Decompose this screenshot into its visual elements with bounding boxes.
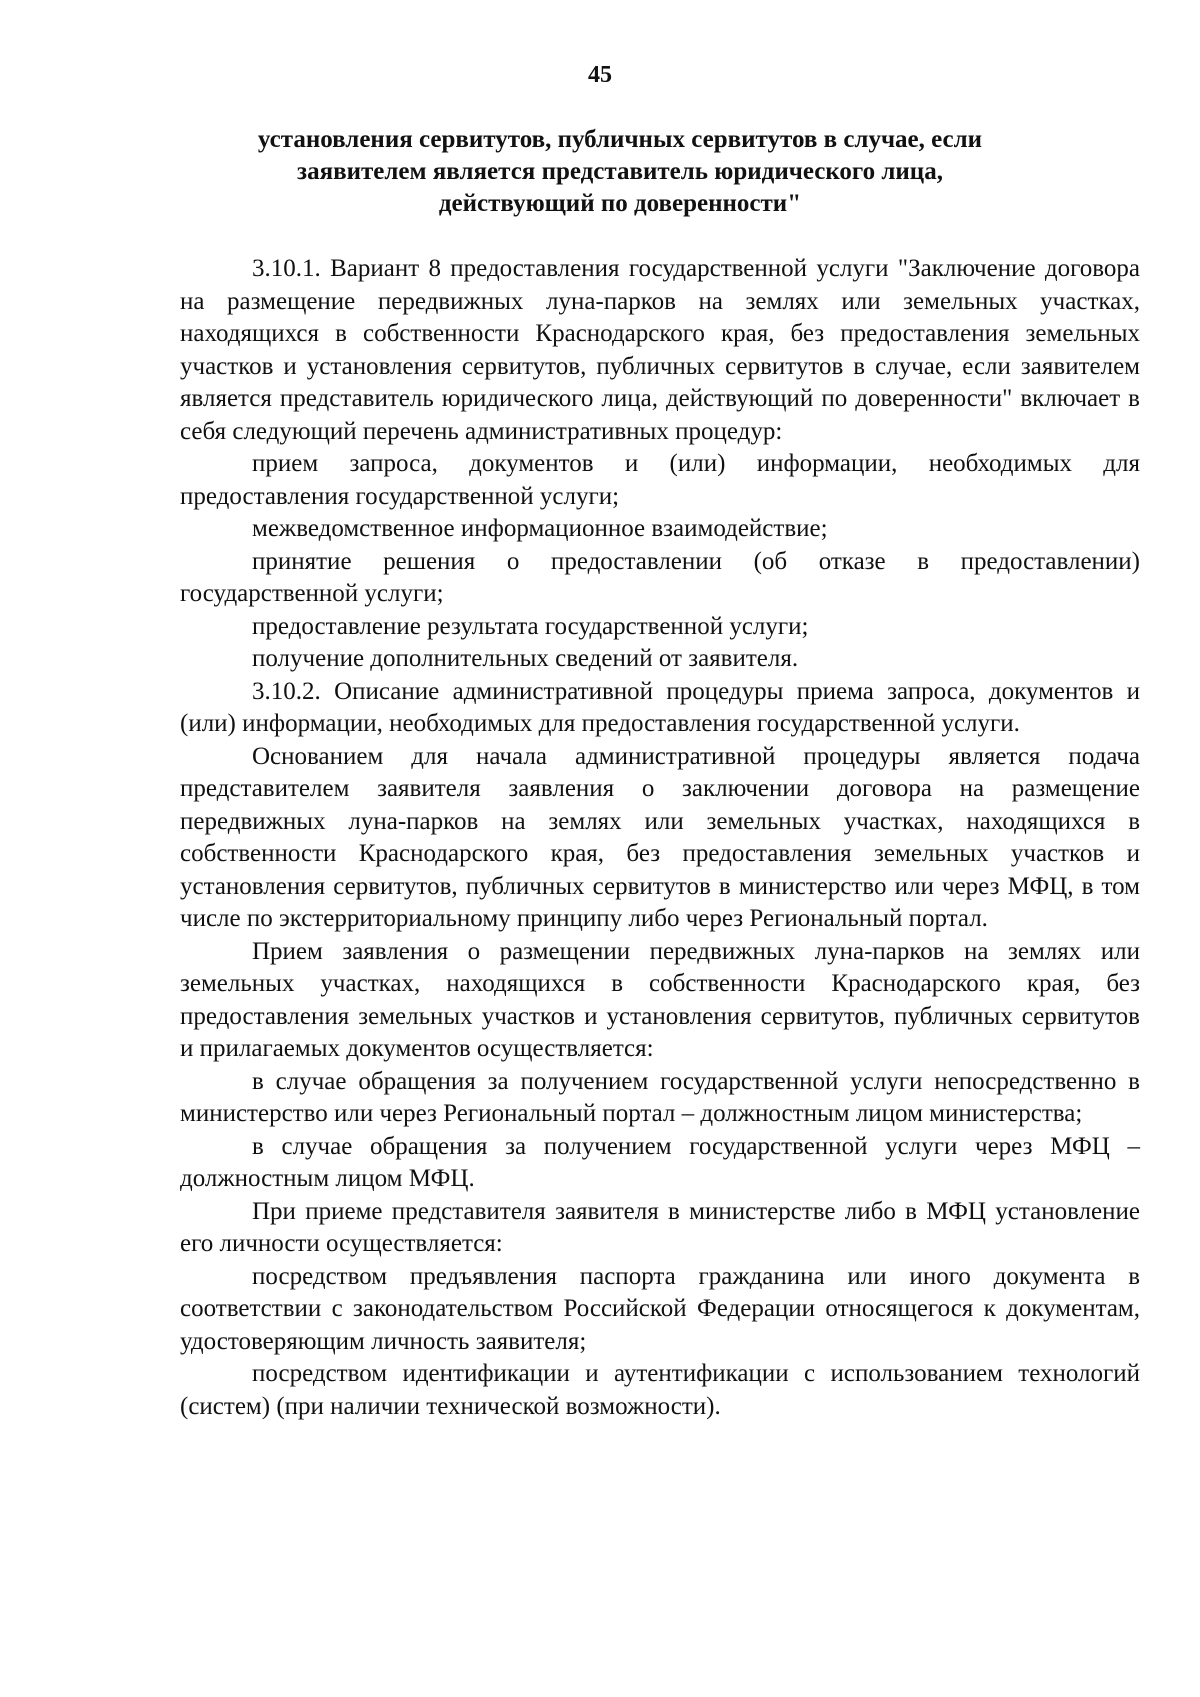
heading-line-1: установления сервитутов, публичных сервитутов в случае, если xyxy=(257,126,983,153)
heading-line-3: действующий по доверенности" xyxy=(438,190,802,217)
paragraph: При приеме представителя заявителя в министерстве либо в МФЦ установление его личности осуществляется: xyxy=(180,1197,1140,1257)
paragraph: посредством предъявления паспорта гражданина или иного документа в соответствии с законодательством Российской Федерации относящегося к документам, удостоверяющим личность заявителя; xyxy=(180,1262,1140,1355)
heading-line-2: заявителем является представитель юридического лица, xyxy=(297,158,943,185)
page-number: 45 xyxy=(588,62,612,88)
paragraph-3-10-1: 3.10.1. Вариант 8 предоставления государственной услуги "Заключение договора на размещение передвижных луна-парков на землях или земельных участках, находящихся в собственности Краснодарского края, без предоставления земельных участков и установления сервитутов, публичных сервитутов в случае, если заявителем является представитель юридического лица, действующий по доверенности" включает в себя следующий перечень административных процедур: xyxy=(180,255,1140,445)
procedure-list-item: получение дополнительных сведений от заявителя. xyxy=(252,645,799,672)
procedure-list-item: принятие решения о предоставлении (об отказе в предоставлении) государственной услуги; xyxy=(180,547,1140,607)
paragraph-3-10-2: 3.10.2. Описание административной процедуры приема запроса, документов и (или) информации, необходимых для предоставления государственной услуги. xyxy=(180,677,1140,737)
paragraph: Прием заявления о размещении передвижных луна-парков на землях или земельных участках, находящихся в собственности Краснодарского края, без предоставления земельных участков и установления сервитутов, публичных сервитутов и прилагаемых документов осуществляется: xyxy=(180,937,1140,1062)
section-heading xyxy=(180,124,1060,220)
paragraph: в случае обращения за получением государственной услуги через МФЦ – должностным лицом МФЦ. xyxy=(180,1132,1140,1192)
paragraph: в случае обращения за получением государственной услуги непосредственно в министерство или через Региональный портал – должностным лицом министерства; xyxy=(180,1067,1140,1127)
paragraph: посредством идентификации и аутентификации с использованием технологий (систем) (при наличии технической возможности). xyxy=(180,1360,1140,1420)
paragraph: Основанием для начала административной процедуры является подача представителем заявителя заявления о заключении договора на размещение передвижных луна-парков на землях или земельных участках, находящихся в собственности Краснодарского края, без предоставления земельных участков и установления сервитутов, публичных сервитутов в министерство или через МФЦ, в том числе по экстерриториальному принципу либо через Региональный портал. xyxy=(180,742,1140,932)
procedure-list-item: межведомственное информационное взаимодействие; xyxy=(252,515,828,542)
procedure-list-item: прием запроса, документов и (или) информации, необходимых для предоставления государственной услуги; xyxy=(180,450,1140,510)
procedure-list-item: предоставление результата государственной услуги; xyxy=(252,612,809,640)
document-body xyxy=(180,253,1140,1423)
